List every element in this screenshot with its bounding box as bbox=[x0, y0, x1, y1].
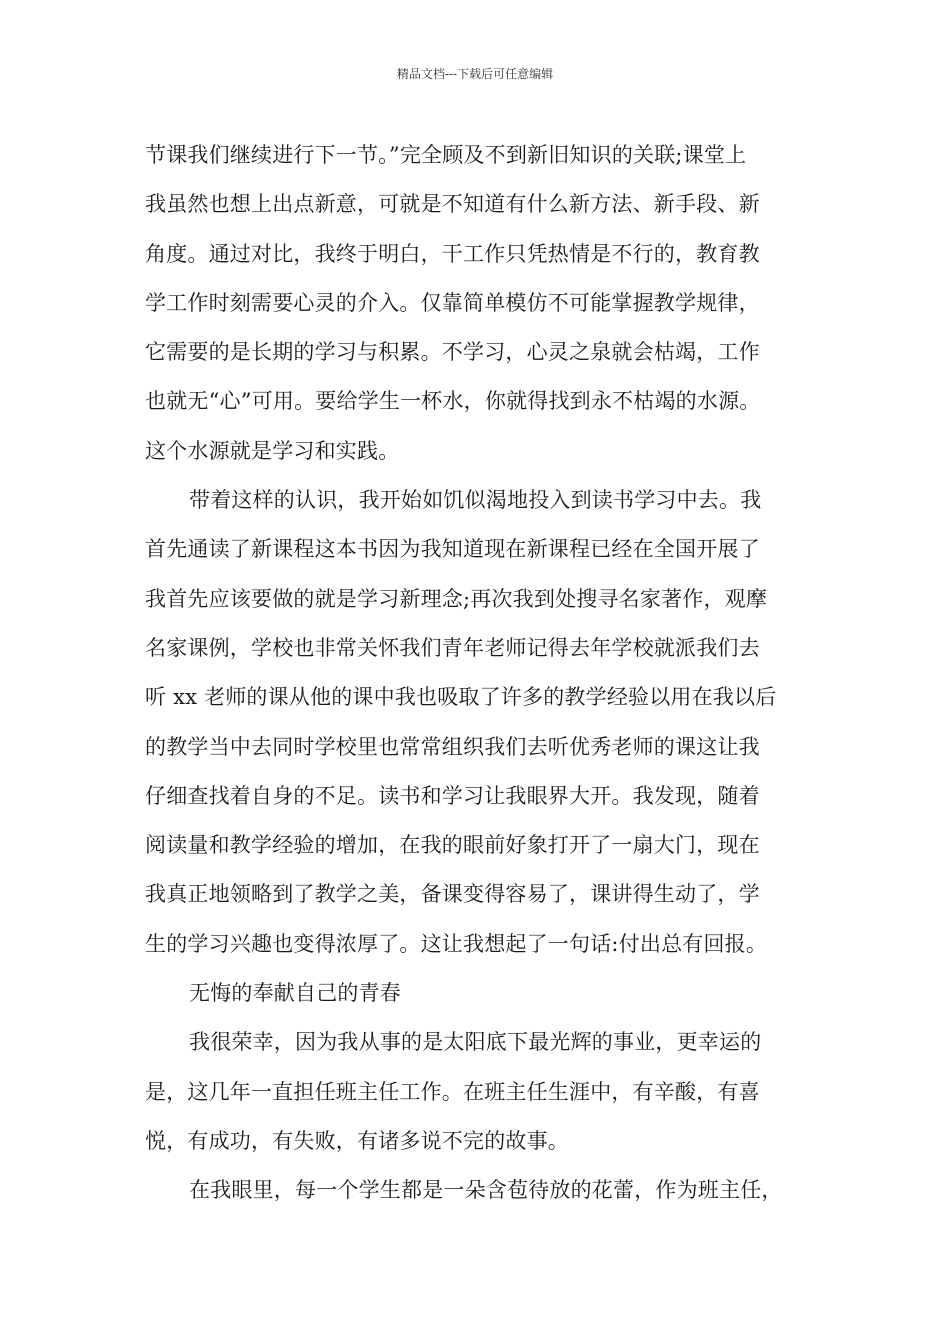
text-line: 生的学习兴趣也变得浓厚了。这让我想起了一句话:付出总有回报。 bbox=[145, 931, 768, 956]
text-line: 的教学当中去同时学校里也常常组织我们去听优秀老师的课这让我 bbox=[145, 734, 760, 759]
section-heading: 无悔的奉献自己的青春 bbox=[189, 981, 401, 1006]
text-line: 听 xx 老师的课从他的课中我也吸取了许多的教学经验以用在我以后 bbox=[145, 685, 777, 710]
text-line: 它需要的是长期的学习与积累。不学习，心灵之泉就会枯竭，工作 bbox=[145, 340, 760, 365]
text-line: 仔细查找着自身的不足。读书和学习让我眼界大开。我发现，随着 bbox=[145, 783, 760, 808]
text-line: 阅读量和教学经验的增加，在我的眼前好象打开了一扇大门，现在 bbox=[145, 833, 760, 858]
text-line: 这个水源就是学习和实践。 bbox=[145, 438, 400, 463]
paragraph-start-line: 我很荣幸，因为我从事的是太阳底下最光辉的事业，更幸运的 bbox=[189, 1030, 762, 1055]
page-header: 精品文档---下载后可任意编辑 bbox=[396, 67, 554, 81]
text-line: 也就无“心”可用。要给学生一杯水，你就得找到永不枯竭的水源。 bbox=[145, 389, 761, 414]
paragraph-start-line: 在我眼里，每一个学生都是一朵含苞待放的花蕾，作为班主任， bbox=[189, 1178, 783, 1203]
text-line: 我真正地领略到了教学之美，备课变得容易了，课讲得生动了，学 bbox=[145, 882, 760, 907]
text-line: 角度。通过对比，我终于明白，干工作只凭热情是不行的，教育教 bbox=[145, 241, 760, 266]
text-line: 我虽然也想上出点新意，可就是不知道有什么新方法、新手段、新 bbox=[145, 192, 760, 217]
text-line: 是，这几年一直担任班主任工作。在班主任生涯中，有辛酸，有喜 bbox=[145, 1079, 760, 1104]
text-line: 首先通读了新课程这本书因为我知道现在新课程已经在全国开展了 bbox=[145, 537, 760, 562]
text-line: 名家课例，学校也非常关怀我们青年老师记得去年学校就派我们去 bbox=[145, 635, 760, 660]
text-line: 悦，有成功，有失败，有诸多说不完的故事。 bbox=[145, 1128, 569, 1153]
text-line: 我首先应该要做的就是学习新理念;再次我到处搜寻名家著作，观摩 bbox=[145, 586, 768, 611]
document-body bbox=[145, 131, 815, 1216]
text-line: 节课我们继续进行下一节。”完全顾及不到新旧知识的关联;课堂上 bbox=[145, 143, 747, 167]
paragraph-start-line: 带着这样的认识，我开始如饥似渴地投入到读书学习中去。我 bbox=[189, 488, 762, 513]
text-line: 学工作时刻需要心灵的介入。仅靠简单模仿不可能掌握教学规律， bbox=[145, 290, 760, 315]
